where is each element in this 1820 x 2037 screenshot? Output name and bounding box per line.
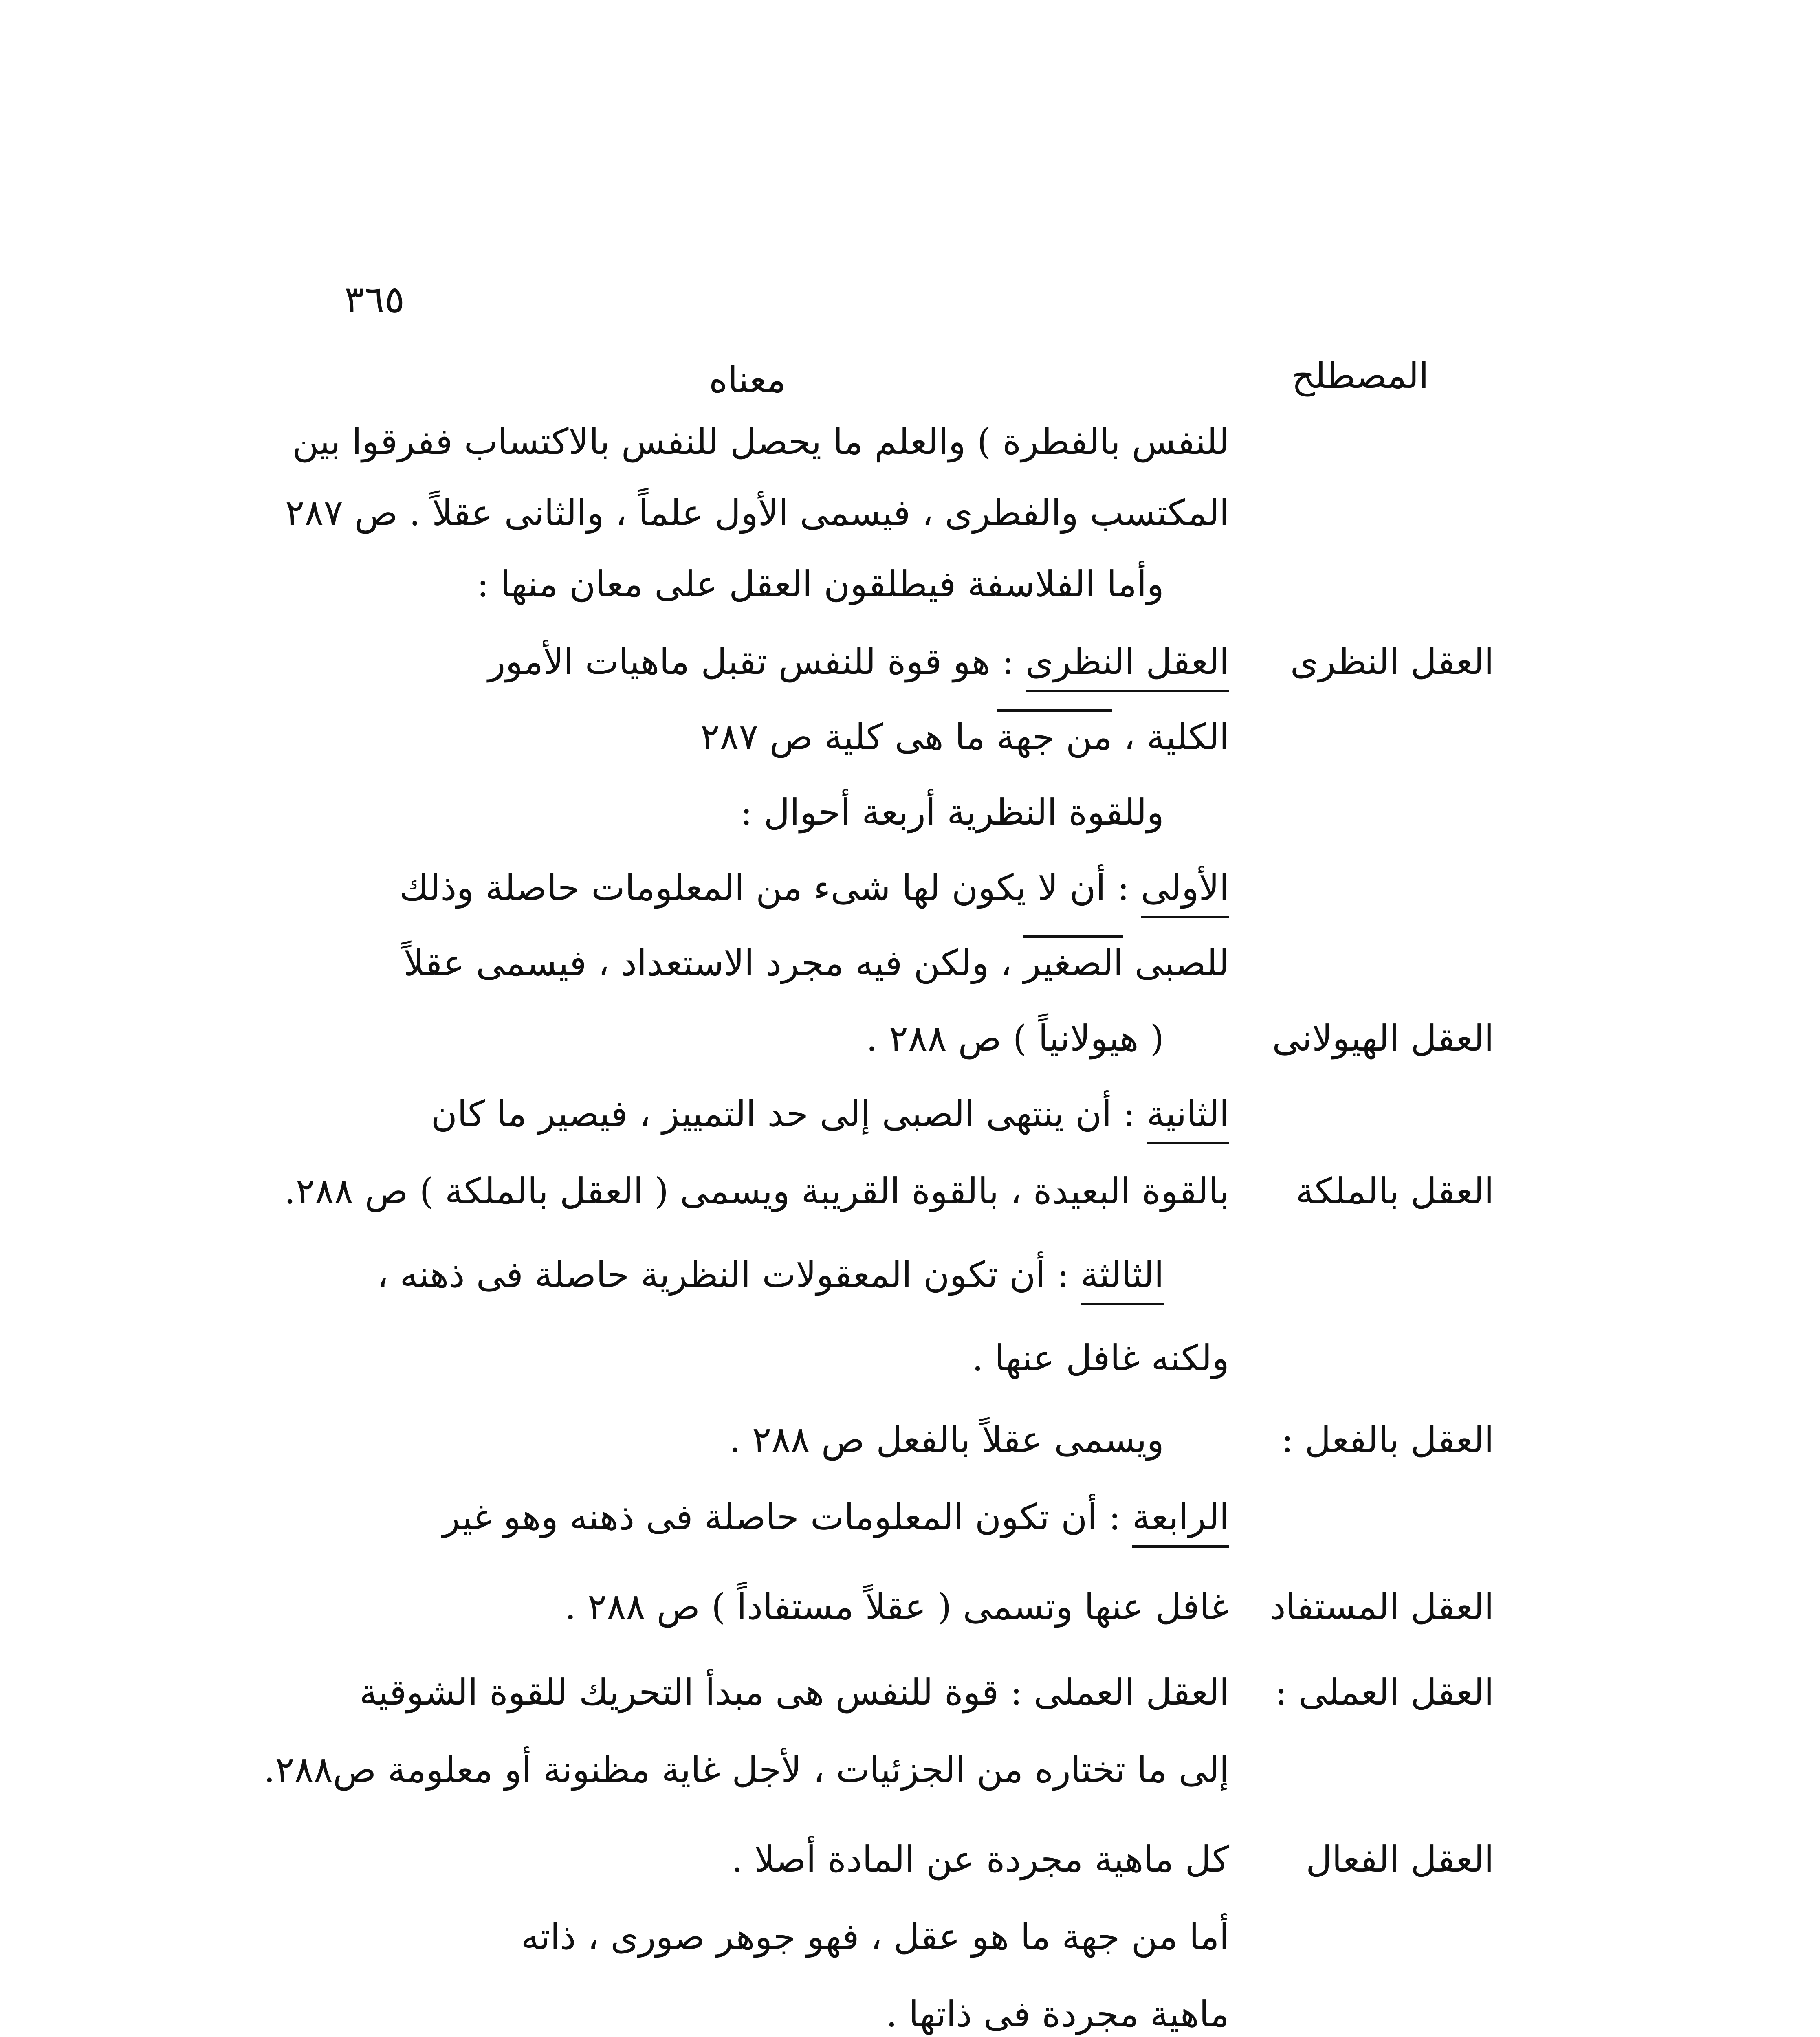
- intro-line-2: المكتسب والفطرى ، فيسمى الأول علماً ، والثانى عقلاً . ص ٢٨٧: [285, 492, 1229, 534]
- second-state-line-2: بالقوة البعيدة ، بالقوة القريبة ويسمى ( العقل بالملكة ) ص ٢٨٨.: [284, 1170, 1229, 1212]
- theoretical-text: الكلية ،: [1112, 716, 1229, 758]
- term-active-intellect: العقل الفعال: [1306, 1838, 1494, 1880]
- theoretical-definition-line-1: [488, 640, 1229, 682]
- second-state-line-1: [431, 1093, 1229, 1135]
- term-habitual-intellect: العقل بالملكة: [1296, 1170, 1494, 1212]
- third-state-lead: الثالثة: [1081, 1254, 1164, 1305]
- fourth-state-line-1: [442, 1496, 1230, 1538]
- theoretical-rest: : هو قوة للنفس تقبل ماهيات الأمور: [488, 640, 1026, 682]
- third-state-rest: : أن تكون المعقولات النظرية حاصلة فى ذهنه ،: [376, 1254, 1081, 1296]
- third-state-line-1: [376, 1254, 1164, 1296]
- fourth-state-line-2: غافل عنها وتسمى ( عقلاً مستفاداً ) ص ٢٨٨ .: [565, 1586, 1229, 1628]
- page-number: ٣٦٥: [344, 278, 405, 321]
- fourth-state-lead: الرابعة: [1132, 1496, 1229, 1548]
- first-state-line-1: [399, 867, 1229, 909]
- theoretical-text: ما هى كلية ص ٢٨٧: [700, 716, 997, 758]
- term-column-header: المصطلح: [1292, 354, 1429, 396]
- first-state-rest: : أن لا يكون لها شىء من المعلومات حاصلة وذلك: [399, 867, 1141, 909]
- term-actual-intellect: العقل بالفعل :: [1281, 1419, 1494, 1461]
- first-state-text: ، ولكن فيه مجرد الاستعداد ، فيسمى عقلاً: [403, 942, 1023, 984]
- practical-line-2: إلى ما تختاره من الجزئيات ، لأجل غاية مظنونة أو معلومة ص٢٨٨.: [264, 1749, 1229, 1791]
- practical-line-1: العقل العملى : قوة للنفس هى مبدأ التحريك للقوة الشوقية: [359, 1671, 1229, 1713]
- theoretical-states-intro: وللقوة النظرية أربعة أحوال :: [740, 791, 1164, 833]
- third-state-line-2: ولكنه غافل عنها .: [972, 1337, 1229, 1379]
- theoretical-overlined-phrase: من جهة: [997, 709, 1112, 758]
- active-line-1: كل ماهية مجردة عن المادة أصلا .: [731, 1838, 1229, 1880]
- intro-line-3: وأما الفلاسفة فيطلقون العقل على معان منها :: [477, 563, 1164, 605]
- theoretical-definition-line-2: [700, 716, 1229, 758]
- term-acquired-intellect: العقل المستفاد: [1270, 1586, 1494, 1628]
- active-line-2: أما من جهة ما هو عقل ، فهو جوهر صورى ، ذاته: [521, 1916, 1229, 1958]
- second-state-rest: : أن ينتهى الصبى إلى حد التمييز ، فيصير ما كان: [431, 1093, 1147, 1135]
- meaning-column-header: معناه: [709, 359, 786, 400]
- first-state-line-3: ( هيولانياً ) ص ٢٨٨ .: [866, 1017, 1164, 1059]
- first-state-lead: الأولى: [1141, 867, 1229, 918]
- third-state-line-3: ويسمى عقلاً بالفعل ص ٢٨٨ .: [729, 1419, 1164, 1461]
- second-state-lead: الثانية: [1147, 1093, 1229, 1144]
- table-header: [0, 354, 1820, 411]
- fourth-state-rest: : أن تكون المعلومات حاصلة فى ذهنه وهو غير: [442, 1496, 1132, 1538]
- term-material-intellect: العقل الهيولانى: [1272, 1017, 1494, 1059]
- theoretical-lead: العقل النظرى: [1026, 640, 1229, 692]
- first-state-overlined-word: الصغير: [1023, 935, 1123, 984]
- active-line-3: ماهية مجردة فى ذاتها .: [886, 1993, 1229, 2035]
- term-practical-intellect: العقل العملى :: [1275, 1671, 1494, 1713]
- first-state-line-2: [403, 942, 1229, 984]
- first-state-text: للصبى: [1123, 942, 1229, 984]
- intro-line-1: للنفس بالفطرة ) والعلم ما يحصل للنفس بالاكتساب ففرقوا بين: [292, 420, 1229, 462]
- term-theoretical-intellect: العقل النظرى: [1290, 640, 1494, 682]
